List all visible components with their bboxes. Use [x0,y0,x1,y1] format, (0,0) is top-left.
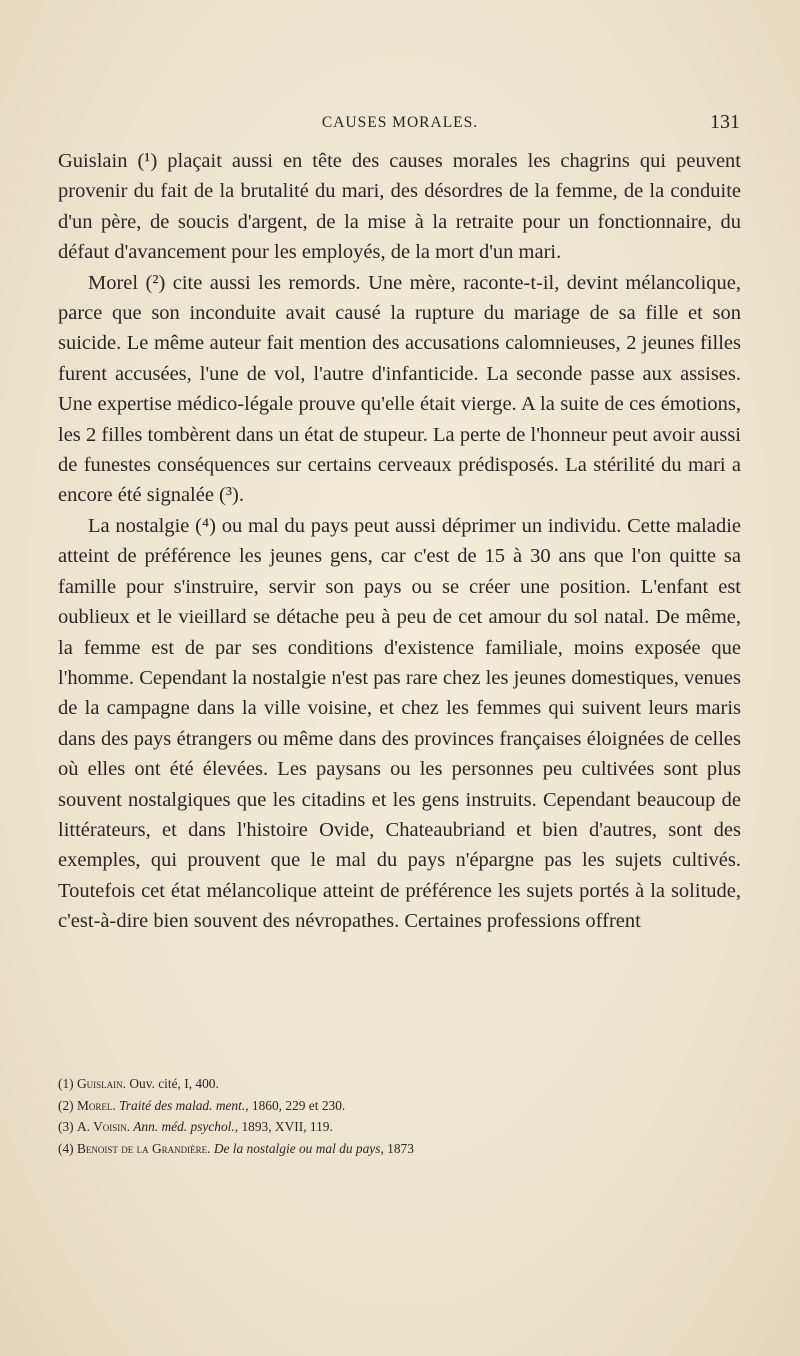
footnote-title: Ann. méd. psychol., [130,1119,239,1135]
footnote-2 [58,1095,741,1117]
footnote-author: A. Voisin. [76,1119,131,1135]
footnote-author: Guislain. [76,1076,126,1091]
footnote-title: Traité des malad. ment., [115,1097,249,1113]
footnote-3 [58,1116,741,1138]
footnote-number: (3) [58,1119,74,1135]
footnote-reference: Ouv. cité, I, 400. [126,1076,219,1091]
footnote-number: (2) [58,1097,74,1113]
paragraph-nostalgie: La nostalgie (⁴) ou mal du pays peut aussi déprimer un individu. Cette maladie atteint de préférence les jeunes gens, car c'est de 15 à 30 ans que l'on quitte sa famille pour s'instruire, servir son pays ou se créer une position. L'enfant est oublieux et le vieillard se détache peu à peu de cet amour du sol natal. De même, la femme est de par ses conditions d'existence familiale, moins exposée que l'homme. Cependant la nostalgie n'est pas rare chez les jeunes domestiques, venues de la campagne dans la ville voisine, et chez les femmes qui suivent leurs maris dans des pays étrangers ou même dans des provinces françaises éloignées de celles où elles ont été élevées. Les paysans ou les personnes peu cultivées sont plus souvent nostalgiques que les citadins et les gens instruits. Cependant beaucoup de littérateurs, et dans l'histoire Ovide, Chateaubriand et bien d'autres, sont des exemples, qui prouvent que le mal du pays n'épargne pas les sujets cultivés. Toutefois cet état mélancolique atteint de préférence les sujets portés à la solitude, c'est-à-dire bien souvent des névropathes. Certaines professions offrent [58,514,741,933]
footnote-reference: 1893, XVII, 119. [238,1119,333,1135]
footnote-reference: 1860, 229 et 230. [248,1097,346,1113]
paragraph-morel: Morel (²) cite aussi les remords. Une mère, raconte-t-il, devint mélancolique, parce que son inconduite avait causé la rupture du mariage de sa fille et son suicide. Le même auteur fait mention des accusations calomnieuses, 2 jeunes filles furent accusées, l'une de vol, l'autre d'infanticide. La seconde passe aux assises. Une expertise médico-légale prouve qu'elle était vierge. A la suite de ces émotions, les 2 filles tombèrent dans un état de stupeur. La perte de l'honneur peut avoir aussi de funestes conséquences sur certains cerveaux prédisposés. La stérilité du mari a encore été signalée (³). [58,271,741,507]
paragraph-guislain: Guislain (¹) plaçait aussi en tête des causes morales les chagrins qui peuvent provenir du fait de la brutalité du mari, des désordres de la femme, de la conduite d'un père, de soucis d'argent, de la mise à la retraite pour un fonctionnaire, du défaut d'avancement pour les employés, de la mort d'un mari. [58,150,741,264]
footnote-title: De la nostalgie ou mal du pays, [210,1140,384,1156]
footnote-author: Morel. [76,1097,116,1113]
footnote-reference: 1873 [383,1140,414,1156]
footnotes [58,1073,741,1159]
page-number: 131 [710,111,740,133]
page-header [60,111,740,138]
footnote-4 [58,1138,741,1160]
footnote-1 [58,1073,741,1095]
footnote-author: Benoist de la Grandière. [76,1140,211,1156]
running-head: CAUSES MORALES. [321,114,479,131]
footnote-number: (4) [58,1140,74,1156]
footnote-number: (1) [58,1076,74,1091]
main-text [58,146,741,937]
